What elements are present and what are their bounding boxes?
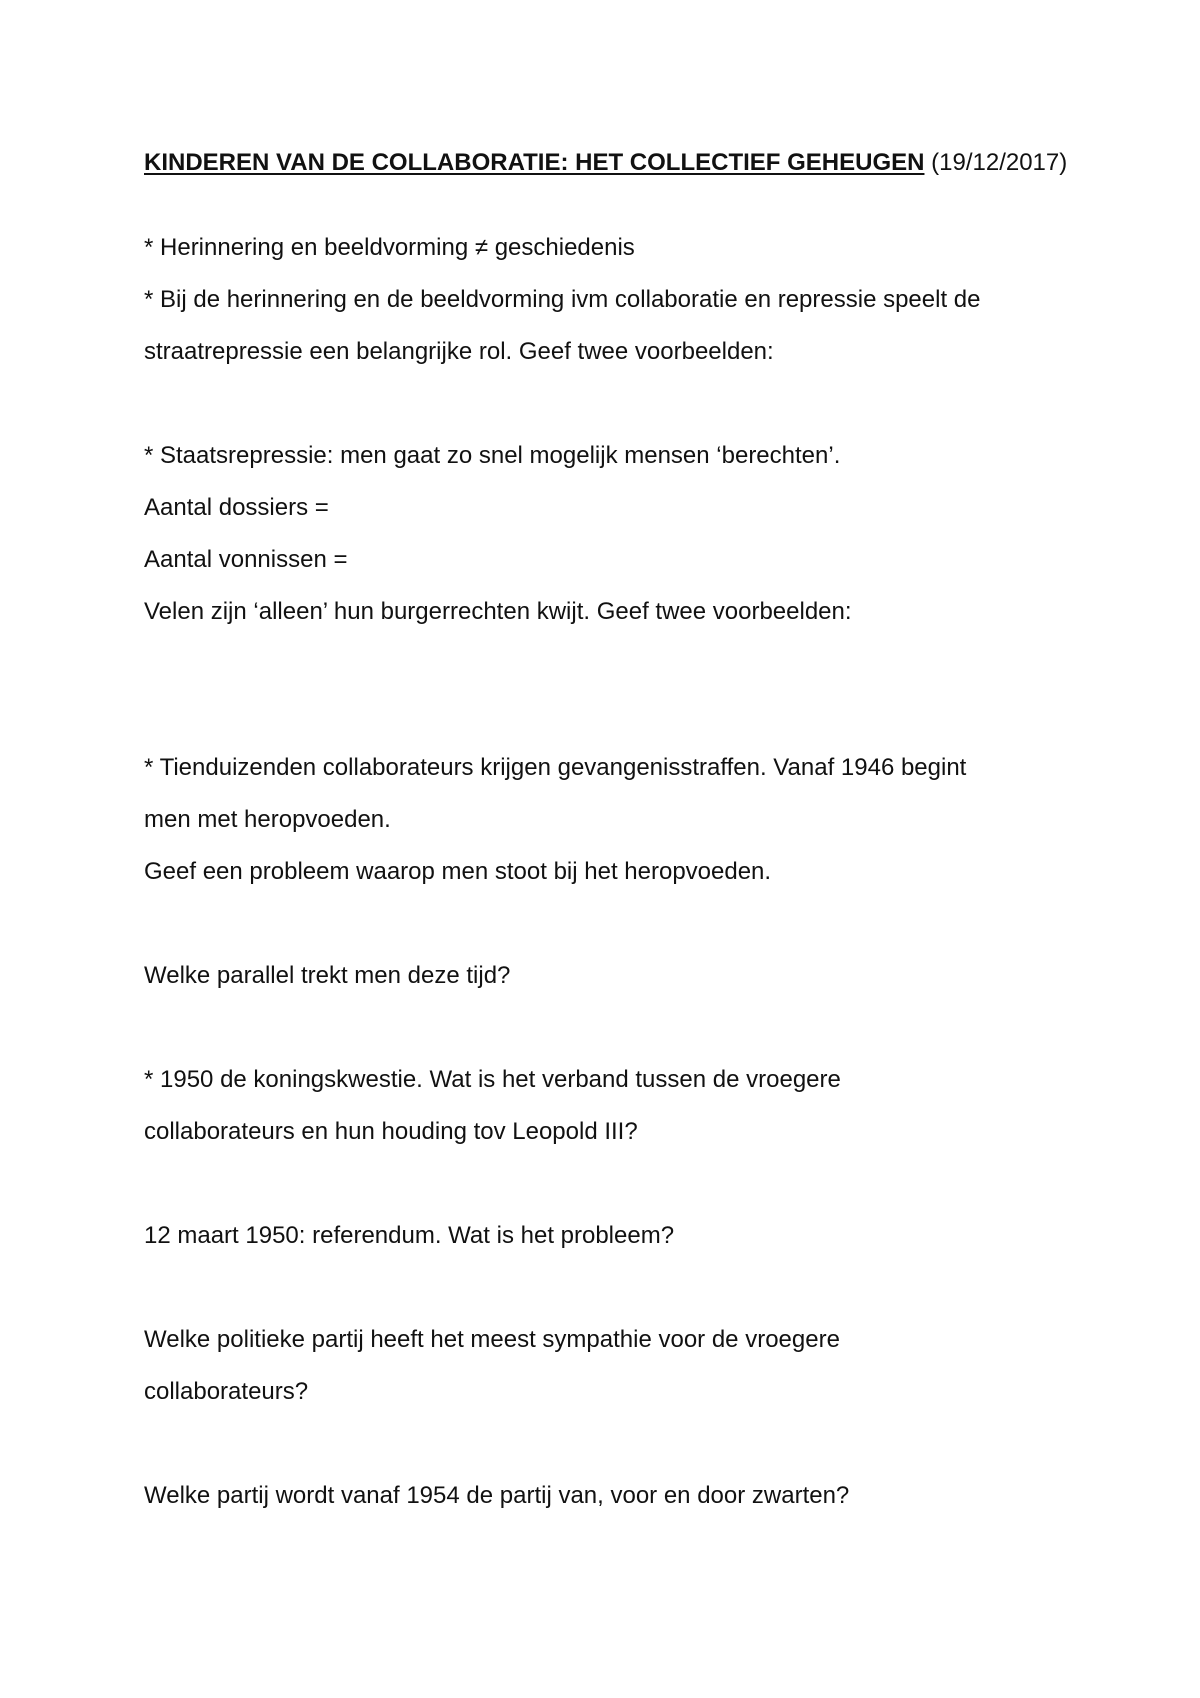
- line-burgerrechten: Velen zijn ‘alleen’ hun burgerrechten kwijt. Geef twee voorbeelden:: [144, 598, 852, 625]
- line-partij-zwarten: Welke partij wordt vanaf 1954 de partij van, voor en door zwarten?: [144, 1482, 850, 1509]
- title-text: KINDEREN VAN DE COLLABORATIE: HET COLLECTIEF GEHEUGEN: [144, 149, 925, 176]
- line-parallel: Welke parallel trekt men deze tijd?: [144, 962, 511, 989]
- line-leopold: collaborateurs en hun houding tov Leopold III?: [144, 1118, 638, 1145]
- line-koningskwestie: * 1950 de koningskwestie. Wat is het verband tussen de vroegere: [144, 1066, 841, 1093]
- document-title: [144, 148, 1067, 178]
- line-probleem-heropvoeden: Geef een probleem waarop men stoot bij het heropvoeden.: [144, 858, 772, 885]
- line-heropvoeden: men met heropvoeden.: [144, 806, 391, 833]
- line-herinnering: * Herinnering en beeldvorming ≠ geschiedenis: [144, 234, 635, 261]
- line-tienduizenden: * Tienduizenden collaborateurs krijgen gevangenisstraffen. Vanaf 1946 begint: [144, 754, 967, 781]
- line-aantal-vonnissen: Aantal vonnissen =: [144, 546, 348, 573]
- line-straatrepressie: straatrepressie een belangrijke rol. Geef twee voorbeelden:: [144, 338, 774, 365]
- line-politieke-partij: Welke politieke partij heeft het meest sympathie voor de vroegere: [144, 1326, 840, 1353]
- title-date: (19/12/2017): [924, 149, 1068, 176]
- line-referendum: 12 maart 1950: referendum. Wat is het probleem?: [144, 1222, 675, 1249]
- line-aantal-dossiers: Aantal dossiers =: [144, 494, 329, 521]
- line-bij-de-herinnering: * Bij de herinnering en de beeldvorming ivm collaboratie en repressie speelt de: [144, 286, 981, 313]
- line-staatsrepressie: * Staatsrepressie: men gaat zo snel mogelijk mensen ‘berechten’.: [144, 442, 841, 469]
- line-collaborateurs: collaborateurs?: [144, 1378, 309, 1405]
